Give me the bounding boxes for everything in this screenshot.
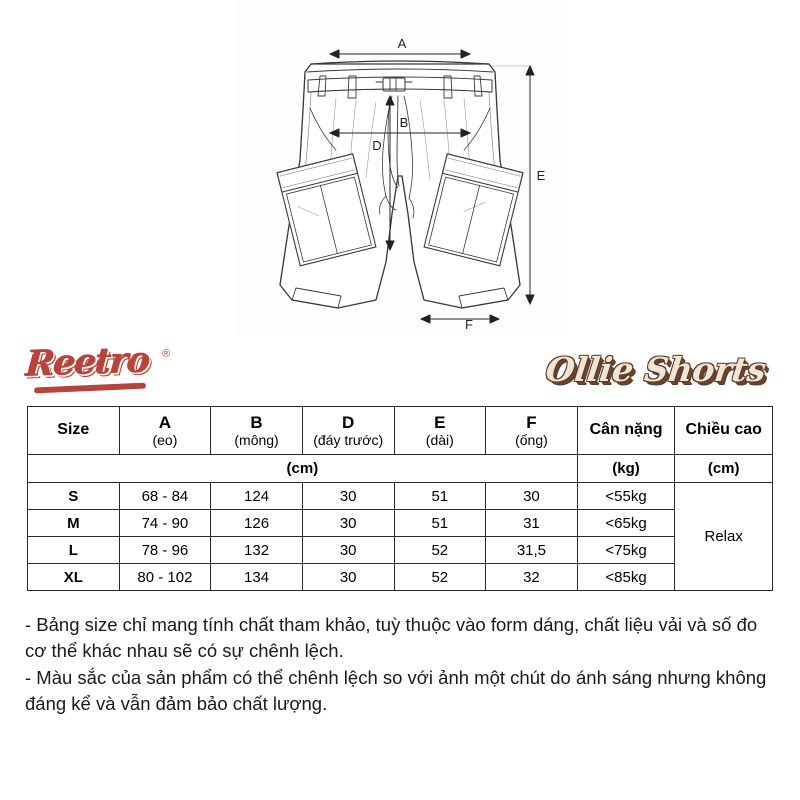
header-weight: Cân nặng: [577, 407, 675, 455]
cell-b: 134: [211, 564, 303, 591]
product-logo-text: Ollie Shorts: [543, 349, 769, 389]
header-e: E (dài): [394, 407, 486, 455]
disclaimer-notes: [25, 612, 781, 717]
cell-e: 52: [394, 564, 486, 591]
cell-e: 51: [394, 510, 486, 537]
cell-d: 30: [302, 564, 394, 591]
table-unit-row: [28, 455, 773, 483]
note-line-1: - Bảng size chỉ mang tính chất tham khảo, tuỳ thuộc vào form dáng, chất liệu vải và số đo cơ thể khác nhau sẽ có sự chênh lệch.: [25, 614, 758, 662]
cell-b: 132: [211, 537, 303, 564]
cell-d: 30: [302, 510, 394, 537]
dimension-label-b: B: [399, 115, 409, 130]
cell-size: S: [28, 483, 120, 510]
cell-d: 30: [302, 537, 394, 564]
table-row: [28, 483, 773, 510]
registered-trademark-icon: ®: [162, 348, 171, 360]
table-header-row: [28, 407, 773, 455]
cell-height-relax: Relax: [675, 483, 773, 591]
cell-b: 126: [211, 510, 303, 537]
header-d: D (đáy trước): [302, 407, 394, 455]
cell-e: 51: [394, 483, 486, 510]
cell-weight: <65kg: [577, 510, 675, 537]
header-a: A (eo): [119, 407, 211, 455]
header-b: B (mông): [211, 407, 303, 455]
size-chart-table-container: [27, 406, 773, 591]
dimension-label-a: A: [397, 36, 407, 51]
header-size: Size: [28, 407, 120, 455]
dimension-label-d: D: [372, 138, 382, 153]
shorts-technical-drawing: [0, 0, 800, 336]
product-logo-ollie-shorts: [543, 344, 769, 394]
cell-f: 30: [486, 483, 578, 510]
table-row: [28, 564, 773, 591]
cell-weight: <85kg: [577, 564, 675, 591]
brand-logo-text: Reetro: [24, 339, 151, 385]
header-f: F (ống): [486, 407, 578, 455]
cell-weight: <55kg: [577, 483, 675, 510]
cell-d: 30: [302, 483, 394, 510]
cell-f: 32: [486, 564, 578, 591]
logo-row: [0, 336, 800, 404]
brand-logo-underline: [34, 383, 146, 394]
note-line-2: - Màu sắc của sản phẩm có thể chênh lệch so với ảnh một chút do ánh sáng nhưng không đáng kể và vẫn đảm bảo chất lượng.: [25, 666, 767, 714]
shorts-illustration-panel: [0, 0, 800, 336]
cell-b: 124: [211, 483, 303, 510]
cell-a: 68 - 84: [119, 483, 211, 510]
cell-size: XL: [28, 564, 120, 591]
cell-a: 78 - 96: [119, 537, 211, 564]
header-height: Chiều cao: [675, 407, 773, 455]
brand-logo-reetro: [24, 339, 186, 398]
cell-size: M: [28, 510, 120, 537]
table-row: [28, 510, 773, 537]
cell-e: 52: [394, 537, 486, 564]
size-chart-table: [27, 406, 773, 591]
table-row: [28, 537, 773, 564]
dimension-label-f: F: [465, 317, 473, 332]
unit-weight-kg: (kg): [577, 455, 675, 483]
dimension-label-e: E: [536, 168, 546, 183]
cell-a: 74 - 90: [119, 510, 211, 537]
cell-size: L: [28, 537, 120, 564]
cell-f: 31,5: [486, 537, 578, 564]
cell-f: 31: [486, 510, 578, 537]
unit-measurements-cm: (cm): [28, 455, 578, 483]
cell-a: 80 - 102: [119, 564, 211, 591]
cell-weight: <75kg: [577, 537, 675, 564]
unit-height-cm: (cm): [675, 455, 773, 483]
